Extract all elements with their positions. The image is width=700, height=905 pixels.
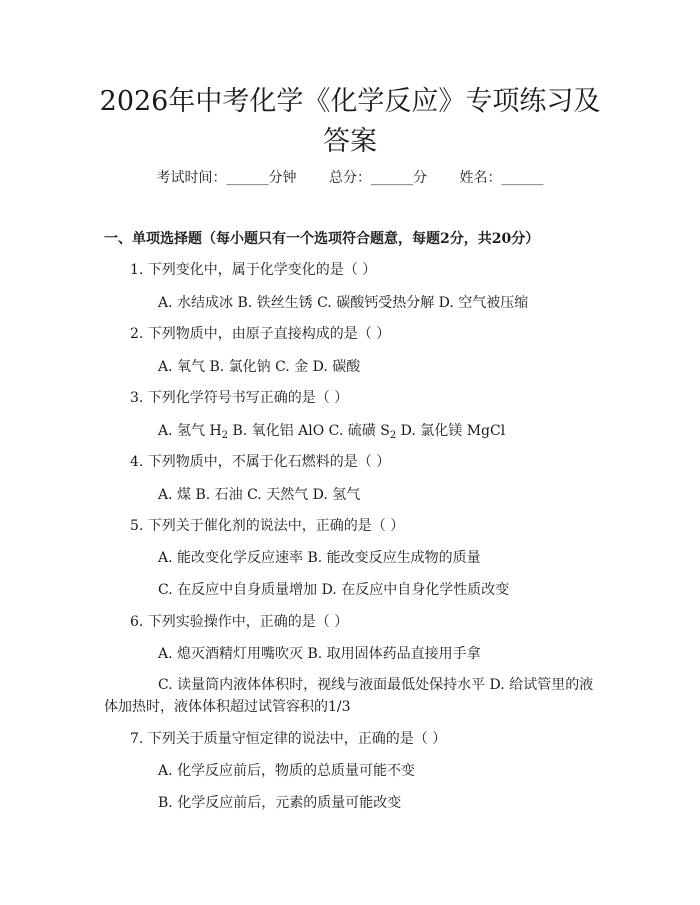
document-title: 2026年中考化学《化学反应》专项练习及答案 — [99, 86, 601, 157]
question-3: 3. 下列化学符号书写正确的是（ ） — [130, 390, 349, 406]
question-1: 1. 下列变化中，属于化学变化的是（ ） — [130, 262, 377, 278]
question-7: 7. 下列关于质量守恒定律的说法中，正确的是（ ） — [130, 731, 447, 747]
question-2-options: A. 氧气 B. 氯化钠 C. 金 D. 碳酸 — [158, 359, 361, 375]
question-6-options-1: A. 熄灭酒精灯用嘴吹灭 B. 取用固体药品直接用手拿 — [158, 646, 481, 662]
q3-option-c-subscript: 2 — [389, 430, 397, 441]
question-5-options-2: C. 在反应中自身质量增加 D. 在反应中自身化学性质改变 — [158, 582, 510, 598]
question-7-option-a: A. 化学反应前后，物质的总质量可能不变 — [158, 763, 416, 779]
exam-name: 姓名：______ — [459, 170, 544, 186]
q3-option-a: A. 氢气 H — [158, 423, 222, 439]
question-6-options-2: C. 读量筒内液体体积时，视线与液面最低处保持水平 D. 给试管里的液体加热时，液体体积超过试管容积的1/3 — [104, 677, 594, 715]
question-6: 6. 下列实验操作中，正确的是（ ） — [130, 614, 349, 630]
question-3-options — [158, 421, 505, 441]
q3-option-a-subscript: 2 — [221, 430, 229, 441]
exam-meta — [0, 168, 700, 188]
section-heading: 一、单项选择题（每小题只有一个选项符合题意，每题2分，共20分） — [104, 231, 540, 247]
question-4-options: A. 煤 B. 石油 C. 天然气 D. 氢气 — [158, 487, 361, 503]
question-1-options: A. 水结成冰 B. 铁丝生锈 C. 碳酸钙受热分解 D. 空气被压缩 — [158, 295, 529, 311]
q3-option-d: D. 氯化镁 MgCl — [396, 423, 506, 439]
question-5: 5. 下列关于催化剂的说法中，正确的是（ ） — [130, 518, 405, 534]
exam-time: 考试时间：______分钟 — [156, 170, 297, 186]
q3-option-bc: B. 氧化铝 AlO C. 硫磺 S — [228, 423, 390, 439]
question-4: 4. 下列物质中，不属于化石燃料的是（ ） — [130, 454, 391, 470]
question-2: 2. 下列物质中，由原子直接构成的是（ ） — [130, 326, 391, 342]
question-5-options-1: A. 能改变化学反应速率 B. 能改变反应生成物的质量 — [158, 550, 481, 566]
question-7-option-b: B. 化学反应前后，元素的质量可能改变 — [158, 795, 402, 811]
exam-score: 总分：______分 — [329, 170, 427, 186]
